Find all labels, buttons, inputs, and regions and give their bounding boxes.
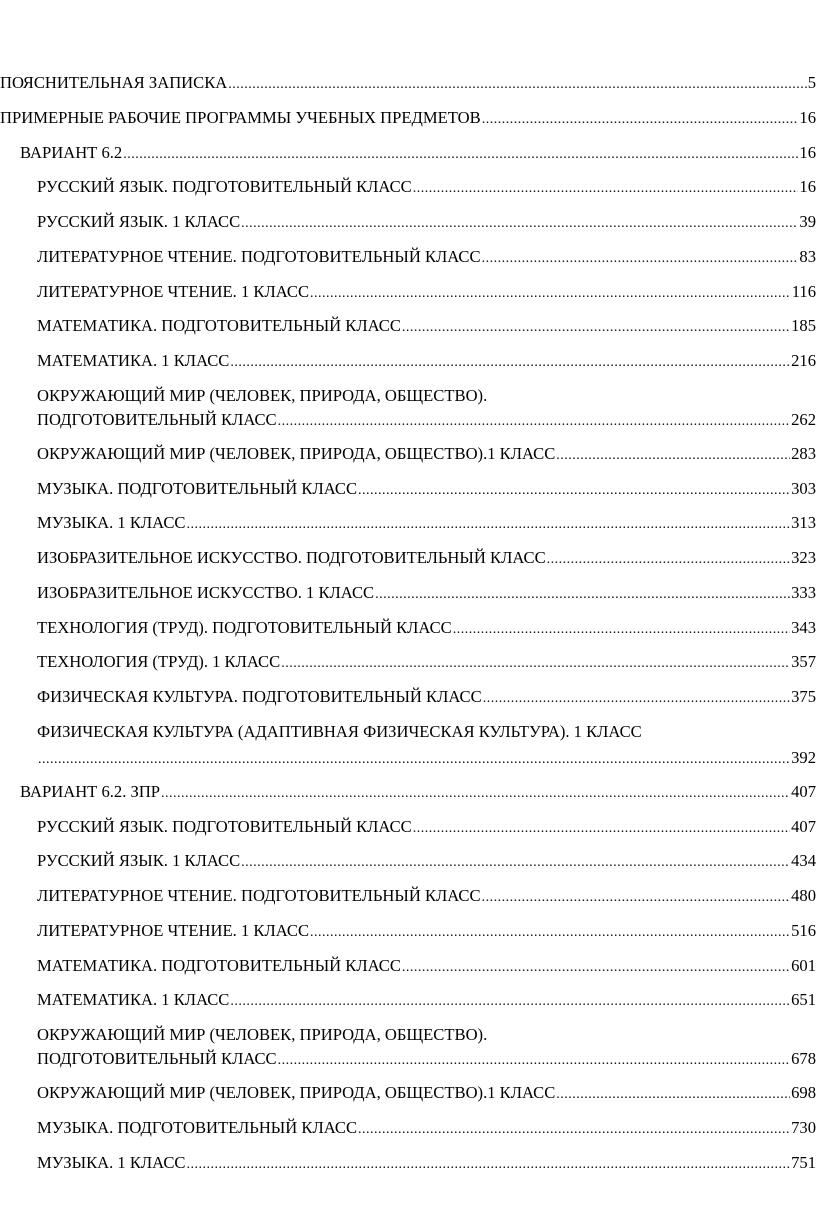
toc-dot-leader [186, 515, 790, 535]
toc-entry-line [20, 782, 816, 804]
toc-entry-line [37, 886, 816, 908]
toc-entry-line [37, 817, 816, 839]
toc-entry-line [37, 177, 816, 199]
toc-entry-page-number: 313 [791, 513, 816, 533]
toc-entry-page-number: 678 [791, 1049, 816, 1068]
toc-entry-page-number: 16 [799, 142, 816, 162]
toc-dot-leader [482, 249, 799, 269]
toc-dot-leader [230, 353, 790, 373]
toc-entry-line [37, 687, 816, 709]
toc-entry-page-number: 333 [791, 582, 816, 602]
toc-entry-title-first-line: ОКРУЖАЮЩИЙ МИР (ЧЕЛОВЕК, ПРИРОДА, ОБЩЕСТВО). [37, 385, 488, 405]
table-of-contents [0, 73, 816, 1187]
toc-entry-title: МУЗЫКА. 1 КЛАСС [37, 513, 186, 533]
toc-entry-title: ТЕХНОЛОГИЯ (ТРУД). ПОДГОТОВИТЕЛЬНЫЙ КЛАСС [37, 617, 452, 637]
toc-entry-page-number: 480 [791, 886, 816, 905]
toc-entry-title: ТЕХНОЛОГИЯ (ТРУД). 1 КЛАСС [37, 652, 281, 672]
toc-dot-leader [38, 750, 790, 770]
toc-entry-title: ЛИТЕРАТУРНОЕ ЧТЕНИЕ. ПОДГОТОВИТЕЛЬНЫЙ КЛАСС [37, 886, 481, 905]
toc-entry-line [37, 351, 816, 373]
toc-dot-leader [228, 75, 806, 95]
toc-entry-line [37, 247, 816, 269]
toc-entry-line [37, 583, 816, 605]
toc-entry[interactable] [0, 479, 816, 501]
toc-dot-leader [161, 784, 790, 804]
toc-entry-line [20, 143, 816, 165]
toc-dot-leader [241, 214, 798, 234]
toc-entry[interactable] [0, 316, 816, 338]
toc-entry-page-number: 407 [791, 816, 816, 836]
toc-dot-leader [186, 1155, 790, 1175]
toc-entry-title: МУЗЫКА. 1 КЛАСС [37, 1152, 186, 1172]
toc-entry-title: ЛИТЕРАТУРНОЕ ЧТЕНИЕ. ПОДГОТОВИТЕЛЬНЫЙ КЛАСС [37, 246, 481, 266]
toc-entry-page-number: 16 [799, 107, 816, 127]
toc-dot-leader [402, 318, 790, 338]
toc-entry-line [37, 1083, 816, 1105]
toc-entry-line [37, 618, 816, 640]
toc-entry-title: ПРИМЕРНЫЕ РАБОЧИЕ ПРОГРАММЫ УЧЕБНЫХ ПРЕДМЕТОВ [0, 107, 481, 127]
toc-entry-line [37, 921, 816, 943]
toc-entry-title: ИЗОБРАЗИТЕЛЬНОЕ ИСКУССТВО. ПОДГОТОВИТЕЛЬНЫЙ КЛАСС [37, 548, 546, 567]
toc-entry-title: ПОЯСНИТЕЛЬНАЯ ЗАПИСКА [0, 73, 228, 92]
toc-entry[interactable] [0, 212, 816, 234]
toc-entry-line [37, 990, 816, 1012]
toc-entry[interactable] [0, 583, 816, 605]
toc-entry[interactable] [0, 1025, 816, 1071]
toc-entry-page-number: 730 [791, 1117, 816, 1137]
toc-entry-page-number: 216 [791, 351, 816, 370]
toc-entry-page-number: 375 [791, 687, 816, 706]
toc-entry-page-number: 698 [791, 1083, 816, 1102]
toc-dot-leader [278, 1051, 790, 1071]
toc-entry-title: ФИЗИЧЕСКАЯ КУЛЬТУРА. ПОДГОТОВИТЕЛЬНЫЙ КЛАСС [37, 687, 482, 706]
toc-entry-line [37, 1118, 816, 1140]
toc-entry[interactable] [0, 108, 816, 130]
toc-entry-title: ЛИТЕРАТУРНОЕ ЧТЕНИЕ. 1 КЛАСС [37, 281, 310, 301]
toc-entry[interactable] [0, 1153, 816, 1175]
toc-entry[interactable] [0, 73, 816, 95]
toc-entry[interactable] [0, 282, 816, 304]
toc-entry-line [0, 108, 816, 130]
toc-dot-leader [483, 689, 790, 709]
toc-entry-line [37, 479, 816, 501]
toc-dot-leader [310, 284, 791, 304]
toc-entry-page-number: 434 [791, 851, 816, 871]
toc-entry-page-number: 116 [791, 281, 816, 301]
toc-entry-title: РУССКИЙ ЯЗЫК. 1 КЛАСС [37, 212, 241, 231]
toc-dot-leader [358, 1120, 790, 1140]
toc-entry[interactable] [0, 618, 816, 640]
toc-entry[interactable] [0, 652, 816, 674]
toc-entry[interactable] [0, 386, 816, 432]
toc-entry[interactable] [0, 513, 816, 535]
toc-entry-line [37, 282, 816, 304]
toc-dot-leader [413, 179, 799, 199]
toc-entry-line [37, 956, 816, 978]
toc-entry-title: МАТЕМАТИКА. 1 КЛАСС [37, 351, 230, 370]
toc-dot-leader [547, 550, 790, 570]
toc-entry-line [37, 851, 816, 873]
toc-entry-line [37, 1153, 816, 1175]
toc-entry-page-number: 407 [791, 781, 816, 801]
toc-dot-leader [123, 145, 798, 165]
toc-entry[interactable] [0, 351, 816, 373]
toc-dot-leader [482, 110, 799, 130]
toc-entry-title: ПОДГОТОВИТЕЛЬНЫЙ КЛАСС [37, 1049, 277, 1068]
toc-dot-leader [281, 654, 790, 674]
toc-dot-leader [375, 585, 790, 605]
toc-entry-page-number: 751 [791, 1152, 816, 1172]
toc-entry-page-number: 16 [799, 177, 816, 197]
toc-entry-title: МУЗЫКА. ПОДГОТОВИТЕЛЬНЫЙ КЛАСС [37, 1117, 358, 1137]
toc-entry-line [37, 316, 816, 338]
toc-entry-title: РУССКИЙ ЯЗЫК. ПОДГОТОВИТЕЛЬНЫЙ КЛАСС [37, 177, 412, 197]
toc-entry-page-number: 516 [791, 920, 816, 940]
toc-entry[interactable] [0, 444, 816, 466]
toc-entry-title-first-line: ФИЗИЧЕСКАЯ КУЛЬТУРА (АДАПТИВНАЯ ФИЗИЧЕСКАЯ КУЛЬТУРА). 1 КЛАСС [37, 721, 642, 741]
toc-dot-leader [358, 481, 790, 501]
toc-entry-title-first-line: ОКРУЖАЮЩИЙ МИР (ЧЕЛОВЕК, ПРИРОДА, ОБЩЕСТВО). [37, 1025, 488, 1044]
toc-dot-leader [556, 446, 790, 466]
toc-entry-page-number: 39 [799, 212, 816, 231]
toc-entry-page-number: 303 [791, 478, 816, 498]
toc-entry[interactable] [0, 687, 816, 709]
toc-dot-leader [278, 412, 790, 432]
toc-entry-page-number: 392 [791, 747, 816, 767]
toc-entry[interactable] [0, 1083, 816, 1105]
toc-entry[interactable] [0, 247, 816, 269]
toc-entry[interactable] [0, 886, 816, 908]
toc-entry-title: ВАРИАНТ 6.2. ЗПР [20, 781, 161, 801]
toc-dot-leader [310, 923, 790, 943]
toc-entry-line [37, 652, 816, 674]
toc-entry-page-number: 323 [791, 548, 816, 567]
toc-dot-leader [402, 958, 790, 978]
toc-entry[interactable] [0, 548, 816, 570]
toc-entry-line [37, 548, 816, 570]
toc-entry-page-number: 601 [791, 955, 816, 975]
toc-entry[interactable] [0, 990, 816, 1012]
toc-entry[interactable] [0, 782, 816, 804]
toc-entry-title: РУССКИЙ ЯЗЫК. ПОДГОТОВИТЕЛЬНЫЙ КЛАСС [37, 816, 412, 836]
toc-entry[interactable] [0, 921, 816, 943]
toc-entry[interactable] [0, 722, 816, 770]
toc-entry[interactable] [0, 1118, 816, 1140]
toc-entry-title: ПОДГОТОВИТЕЛЬНЫЙ КЛАСС [37, 409, 277, 429]
toc-entry-title: РУССКИЙ ЯЗЫК. 1 КЛАСС [37, 851, 241, 871]
toc-dot-leader [241, 853, 790, 873]
toc-entry-page-number: 262 [791, 409, 816, 429]
toc-entry-line [0, 73, 816, 95]
toc-dot-leader [453, 620, 790, 640]
toc-entry-line [37, 1049, 816, 1071]
toc-dot-leader [556, 1085, 790, 1105]
toc-entry-page-number: 651 [791, 990, 816, 1010]
toc-entry-page-number: 283 [791, 443, 816, 463]
toc-entry-page-number: 83 [799, 246, 816, 266]
toc-entry-title: ВАРИАНТ 6.2 [20, 142, 123, 162]
toc-entry-title: МАТЕМАТИКА. ПОДГОТОВИТЕЛЬНЫЙ КЛАСС [37, 316, 401, 336]
toc-entry[interactable] [0, 143, 816, 165]
toc-entry[interactable] [0, 956, 816, 978]
toc-dot-leader [413, 819, 790, 839]
toc-entry[interactable] [0, 177, 816, 199]
toc-entry[interactable] [0, 817, 816, 839]
toc-entry-title: ОКРУЖАЮЩИЙ МИР (ЧЕЛОВЕК, ПРИРОДА, ОБЩЕСТВО).1 КЛАСС [37, 1083, 556, 1102]
toc-entry-line [37, 748, 816, 770]
toc-dot-leader [230, 992, 790, 1012]
toc-entry[interactable] [0, 851, 816, 873]
toc-entry-line [37, 410, 816, 432]
toc-entry-title: ЛИТЕРАТУРНОЕ ЧТЕНИЕ. 1 КЛАСС [37, 920, 310, 940]
toc-entry-page-number: 357 [791, 652, 816, 672]
toc-entry-title: ИЗОБРАЗИТЕЛЬНОЕ ИСКУССТВО. 1 КЛАСС [37, 582, 375, 602]
toc-entry-page-number: 185 [791, 316, 816, 336]
toc-entry-line [37, 444, 816, 466]
toc-entry-title: МАТЕМАТИКА. ПОДГОТОВИТЕЛЬНЫЙ КЛАСС [37, 955, 401, 975]
toc-entry-page-number: 5 [807, 73, 816, 92]
toc-entry-title: ОКРУЖАЮЩИЙ МИР (ЧЕЛОВЕК, ПРИРОДА, ОБЩЕСТВО).1 КЛАСС [37, 443, 556, 463]
toc-entry-line [37, 513, 816, 535]
toc-entry-title: МУЗЫКА. ПОДГОТОВИТЕЛЬНЫЙ КЛАСС [37, 478, 358, 498]
toc-entry-page-number: 343 [791, 617, 816, 637]
toc-dot-leader [482, 888, 791, 908]
toc-entry-title: МАТЕМАТИКА. 1 КЛАСС [37, 990, 230, 1010]
toc-entry-line [37, 212, 816, 234]
